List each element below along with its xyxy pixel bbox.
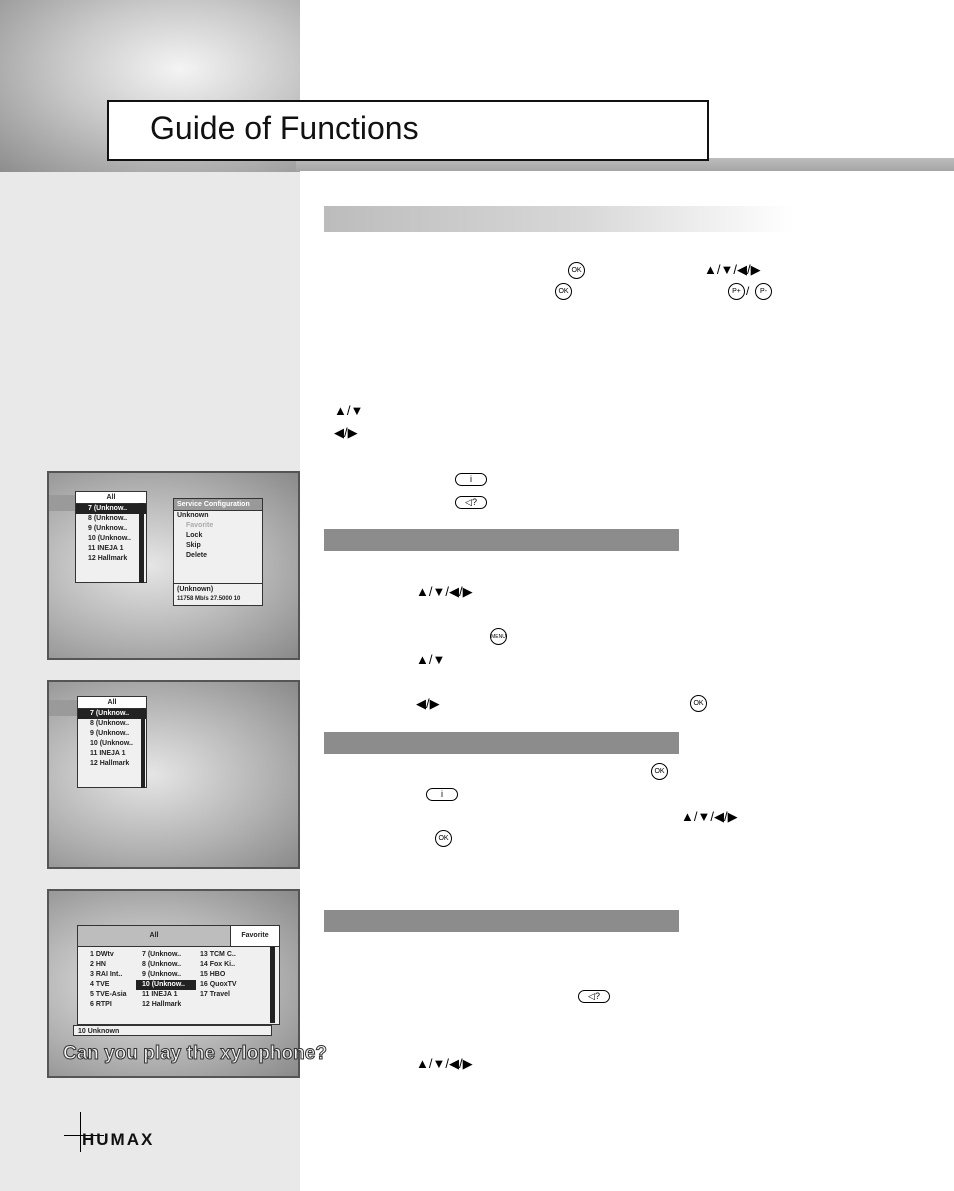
screenshot-grid-list [47,889,327,1078]
grid-item: 16 QuoxTV [200,981,237,988]
grid-item: 15 HBO [200,971,226,978]
grid-column [78,950,136,1010]
menu-item: Lock [186,532,203,539]
arrow-keys-icon: ▲/▼/◀/▶ [681,809,738,824]
section-bar-3 [324,910,679,932]
tab-indicator [49,495,75,511]
grid-item: 2 HN [90,961,106,968]
grid-footer: 10 Unknown [73,1025,272,1036]
leftright-keys-icon: ◀/▶ [334,425,358,440]
grid-scrollbar [270,947,275,1023]
grid-item: 11 INEJA 1 [142,991,178,998]
channel-list [77,696,147,788]
info-detail: 11758 Mb/s 27.5000 10 [177,596,241,602]
grid-column [136,950,196,1010]
list-item: 8 (Unknow.. [90,720,130,727]
tab-indicator [49,700,77,716]
ok-button-icon: OK [555,283,572,300]
grid-item: 6 RTPI [90,1001,112,1008]
menu-item: Skip [186,542,201,549]
arrow-keys-icon: ▲/▼/◀/▶ [416,584,473,599]
leftright-keys-icon: ◀/▶ [416,696,440,711]
page-title: Guide of Functions [150,110,419,146]
list-item: 7 (Unknow.. [76,504,146,514]
list-header: All [76,492,146,504]
grid-item: 13 TCM C.. [200,951,236,958]
screenshot-edit-menu [47,471,300,660]
section-bar-1 [324,529,679,551]
menu-button-icon: MENU [490,628,507,645]
list-header: All [78,697,146,709]
slash-separator: / [746,284,750,298]
grid-item: 12 Hallmark [142,1001,182,1008]
brand-logo: HUMAX [82,1130,155,1149]
grid-header-all: All [78,926,230,946]
list-scrollbar [139,503,144,583]
list-item: 12 Hallmark [90,760,130,767]
subtitle-text: Can you play the xylophone? [63,1043,327,1064]
info-name: (Unknown) [177,586,214,593]
channel-list [75,491,147,583]
updown-keys-icon: ▲/▼ [416,652,446,667]
menu-item: Unknown [177,512,209,519]
info-button-icon: i [426,788,458,801]
list-item: 10 (Unknow.. [88,535,131,542]
screenshot-channel-list [47,680,300,869]
grid-item: 10 (Unknow.. [136,980,196,990]
list-item: 11 INEJA 1 [90,750,126,757]
updown-keys-icon: ▲/▼ [334,403,364,418]
grid-item: 17 Travel [200,991,230,998]
grid-item: 7 (Unknow.. [142,951,182,958]
info-button-icon: i [455,473,487,486]
grid-header-favorite: Favorite [230,926,279,946]
list-item: 8 (Unknow.. [88,515,128,522]
ok-button-icon: OK [568,262,585,279]
list-item: 9 (Unknow.. [88,525,128,532]
grid-item: 8 (Unknow.. [142,961,182,968]
menu-item: Delete [186,552,208,559]
grid-item: 4 TVE [90,981,110,988]
list-item: 12 Hallmark [88,555,128,562]
menu-title: Service Configuration [174,499,262,511]
list-item: 9 (Unknow.. [90,730,130,737]
grid-item: 9 (Unknow.. [142,971,182,978]
p-plus-button-icon: P+ [728,283,745,300]
grid-column [196,950,256,1010]
grid-item: 3 RAI Int.. [90,971,123,978]
channel-grid [77,925,280,1025]
service-config-menu [173,498,263,606]
list-item: 11 INEJA 1 [88,545,124,552]
section-bar-top [324,206,794,232]
grid-item: 1 DWtv [90,951,114,958]
menu-item: Favorite [186,522,214,529]
list-item: 10 (Unknow.. [90,740,133,747]
p-minus-button-icon: P- [755,283,772,300]
list-item: 7 (Unknow.. [78,709,146,719]
arrow-keys-icon: ▲/▼/◀/▶ [416,1056,473,1071]
audio-button-icon: ◁? [578,990,610,1003]
grid-item: 5 TVE-Asia [90,991,127,998]
audio-button-icon: ◁? [455,496,487,509]
ok-button-icon: OK [690,695,707,712]
grid-item: 14 Fox Ki.. [200,961,236,968]
crop-mark [80,1112,81,1152]
arrow-keys-icon: ▲/▼/◀/▶ [704,262,761,277]
section-bar-2 [324,732,679,754]
list-scrollbar [141,708,145,788]
ok-button-icon: OK [435,830,452,847]
ok-button-icon: OK [651,763,668,780]
